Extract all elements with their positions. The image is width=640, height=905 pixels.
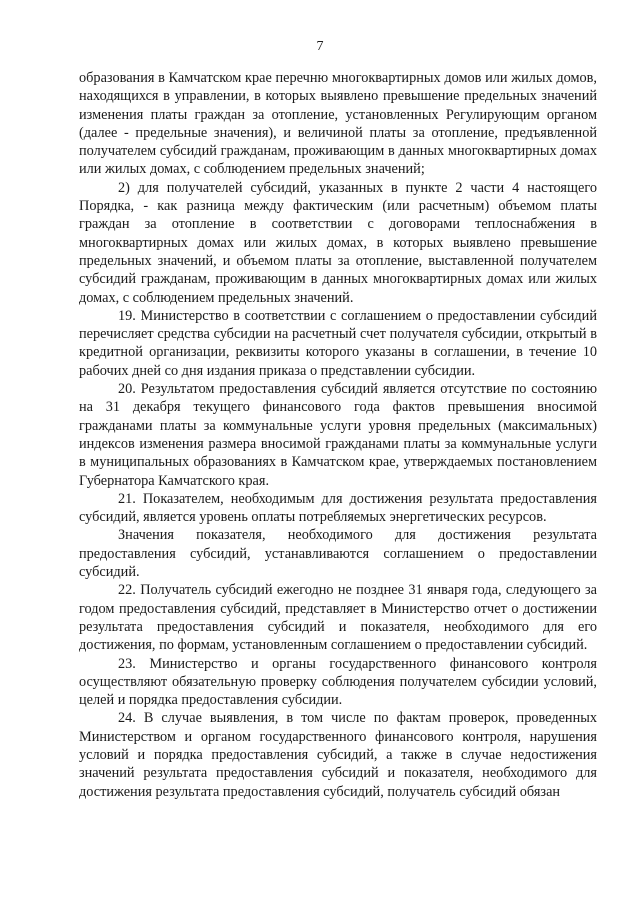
document-body bbox=[79, 69, 597, 801]
paragraph: 24. В случае выявления, в том числе по фактам проверок, проведенных Министерством и органом государственного финансового контроля, нарушения условий и порядка предоставления субсидий, а также в случае недостижения значений результата предоставления субсидий и показателя, необходимого для достижения результата предоставления субсидий, получатель субсидий обязан bbox=[79, 710, 597, 800]
paragraph: 20. Результатом предоставления субсидий является отсутствие по состоянию на 31 декабря текущего финансового года фактов превышения вносимой гражданами платы за коммунальные услуги уровня предельных (максимальных) индексов изменения размера вносимой гражданами платы за коммунальные услуги в муниципальных образованиях в Камчатском крае, утверждаемых постановлением Губернатора Камчатского края. bbox=[79, 381, 597, 489]
paragraph: 19. Министерство в соответствии с соглашением о предоставлении субсидий перечисляет средства субсидии на расчетный счет получателя субсидии, открытый в кредитной организации, реквизиты которого указаны в соглашении, в течение 10 рабочих дней со дня издания приказа о представлении субсидии. bbox=[79, 307, 597, 379]
paragraph: 23. Министерство и органы государственного финансового контроля осуществляют обязательную проверку соблюдения получателем субсидии условий, целей и порядка предоставления субсидии. bbox=[79, 655, 597, 709]
page-number: 7 bbox=[316, 39, 324, 54]
paragraph: 21. Показателем, необходимым для достижения результата предоставления субсидий, является уровень оплаты потребляемых энергетических ресурсов. bbox=[79, 490, 597, 526]
paragraph: 2) для получателей субсидий, указанных в пункте 2 части 4 настоящего Порядка, - как разница между фактическим (или расчетным) объемом платы граждан за отопление в соответствии с договорами теплоснабжения в многоквартирных домах или жилых домах, в которых выявлено превышение предельных значений, и объемом платы за отопление, выставленной получателем субсидий гражданам, проживающим в данных многоквартирных домах или жилых домах, с соблюдением предельных значений. bbox=[79, 179, 597, 306]
paragraph: 22. Получатель субсидий ежегодно не позднее 31 января года, следующего за годом предоставления субсидий, представляет в Министерство отчет о достижении результата предоставления субсидий и показателя, необходимого для его достижения, по формам, установленным соглашением о предоставлении субсидий. bbox=[79, 582, 597, 654]
paragraph: Значения показателя, необходимого для достижения результата предоставления субсидий, устанавливаются соглашением о предоставлении субсидий. bbox=[79, 527, 597, 581]
paragraph: образования в Камчатском крае перечню многоквартирных домов или жилых домов, находящихся в управлении, в которых выявлено превышение предельных значений изменения платы граждан за отопление, установленных Регулирующим органом (далее - предельные значения), и величиной платы за отопление, предъявленной получателем субсидий гражданам, проживающим в данных многоквартирных домах или жилых домах, с соблюдением предельных значений; bbox=[79, 70, 597, 178]
